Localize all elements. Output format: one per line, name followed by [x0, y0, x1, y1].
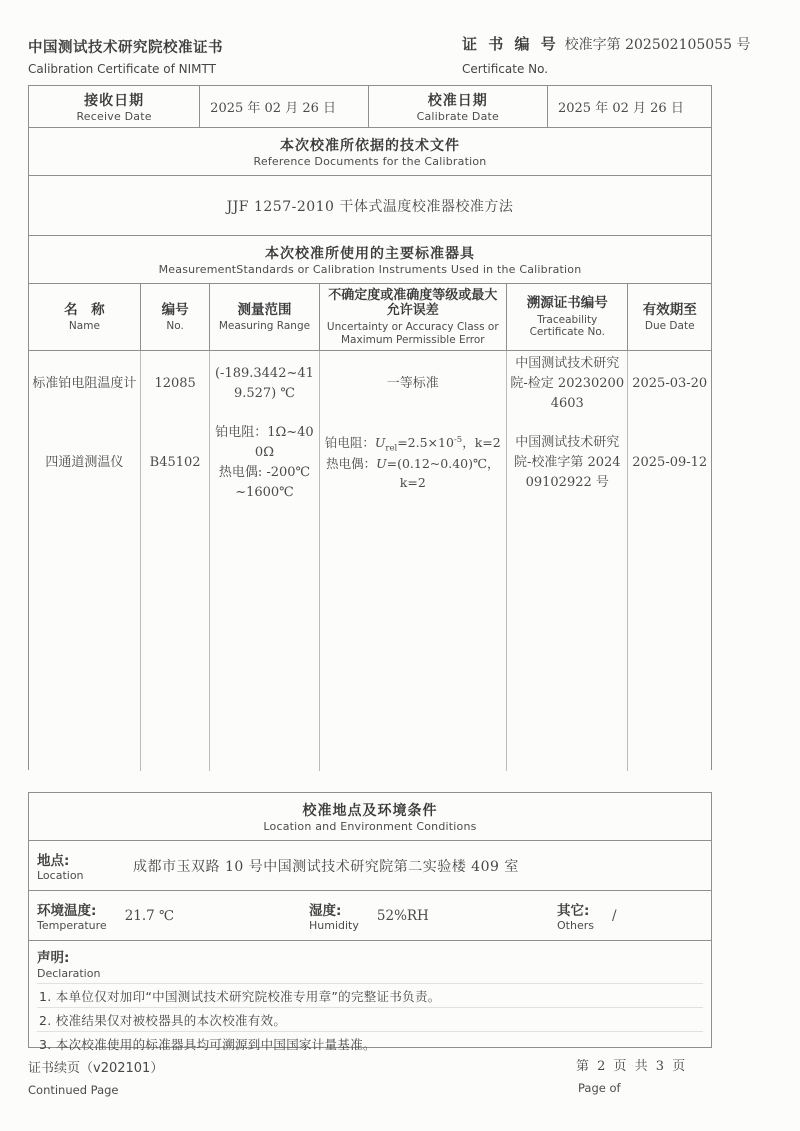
- col-header-traceability: 溯源证书编号 Traceability Certificate No.: [507, 284, 628, 350]
- instrument1-no: 12085: [154, 375, 196, 391]
- temperature-group: [29, 899, 301, 932]
- receive-date-value: 2025 年 02 月 26 日: [200, 86, 368, 127]
- instrument1-due-date: 2025-03-20: [632, 375, 708, 391]
- temperature-value: 21.7 ℃: [124, 907, 175, 924]
- location-value: 成都市玉双路 10 号中国测试技术研究院第二实验楼 409 室: [133, 858, 519, 875]
- location-label: 地点: Location: [37, 853, 84, 882]
- column-measuring-range: [210, 351, 319, 771]
- humidity-label: 湿度: Humidity: [309, 903, 359, 932]
- declaration-label-cn: 声明:: [37, 950, 70, 966]
- dates-row: [29, 86, 711, 128]
- certificate-number-label: 证 书 编 号: [462, 35, 559, 53]
- col-header-uncertainty: 不确定度或准确度等级或最大允许误差 Uncertainty or Accuracy Class or Maximum Permissible Error: [320, 284, 508, 350]
- others-group: [549, 899, 711, 932]
- column-no: [141, 351, 211, 771]
- footer-continued-page-cn: 证书续页（v202101）: [28, 1061, 164, 1076]
- humidity-value: 52%RH: [376, 907, 429, 924]
- column-uncertainty: [320, 351, 508, 771]
- col-header-no: 编号 No.: [141, 284, 211, 350]
- calibrate-date-value: 2025 年 02 月 26 日: [557, 101, 684, 116]
- instrument2-traceability: 中国测试技术研究院-校准字第 202409102922 号: [513, 434, 621, 491]
- instrument2-range: [210, 417, 318, 509]
- calibrate-date-label: 校准日期 Calibrate Date: [369, 86, 548, 127]
- uncertainty-tc-k: k=2: [399, 474, 426, 490]
- instrument2-no: B45102: [149, 454, 201, 470]
- footer-continued-page-en: Continued Page: [28, 1083, 119, 1097]
- instrument2-range-pt: 铂电阻：1Ω~400Ω: [215, 424, 314, 460]
- certificate-title-cn: 中国测试技术研究院校准证书: [28, 40, 223, 56]
- location-heading: 校准地点及环境条件 Location and Environment Conditions: [29, 793, 711, 841]
- main-table: [28, 85, 712, 770]
- others-value: /: [611, 907, 617, 924]
- declaration-item-3: 3. 本次校准使用的标准器具均可溯源到中国国家计量基准。: [37, 1031, 703, 1055]
- receive-date-label: 接收日期 Receive Date: [29, 86, 200, 127]
- certificate-number-value: 校准字第 202502105055 号: [564, 37, 751, 53]
- col-header-due-date: 有效期至 Due Date: [642, 301, 697, 332]
- certificate-number-label-en: Certificate No.: [462, 62, 549, 76]
- declaration-item-1: 1. 本单位仅对加印“中国测试技术研究院校准专用章”的完整证书负责。: [37, 983, 703, 1007]
- environment-row: [29, 891, 711, 941]
- col-header-name: 名 称 Name: [29, 284, 141, 350]
- column-name: [29, 351, 141, 771]
- certificate-number: [462, 33, 750, 54]
- uncertainty-tc-line: 热电偶：U=(0.12~0.40)℃，: [326, 455, 500, 471]
- col-header-measuring-range: 测量范围 Measuring Range: [210, 284, 319, 350]
- instrument2-uncertainty: [320, 417, 507, 509]
- footer-page-number-en: Page of: [578, 1081, 621, 1095]
- reference-docs-heading: 本次校准所依据的技术文件 Reference Documents for the Calibration: [29, 128, 711, 176]
- instrument1-range: (-189.3442~419.527) ℃: [214, 365, 314, 401]
- location-row: [29, 841, 711, 891]
- standards-column-headers: [29, 284, 711, 351]
- column-traceability: [507, 351, 628, 771]
- instrument1-name: 标准铂电阻温度计: [32, 375, 137, 391]
- uncertainty-pt-line: 铂电阻：$U_{rel}=2.5\times 10^{-5}$，k=2: [324, 434, 501, 454]
- humidity-group: [301, 899, 549, 932]
- instrument1-traceability: 中国测试技术研究院-检定 202302004603: [510, 355, 625, 412]
- footer-page-number-cn: 第 2 页 共 3 页: [576, 1059, 688, 1074]
- instrument2-due-date: 2025-09-12: [632, 454, 708, 470]
- declaration-item-2: 2. 校准结果仅对被校器具的本次校准有效。: [37, 1007, 703, 1031]
- reference-doc-value: JJF 1257-2010 干体式温度校准器校准方法: [29, 176, 711, 236]
- declaration-label-en: Declaration: [37, 967, 101, 980]
- standards-heading: 本次校准所使用的主要标准器具 MeasurementStandards or Calibration Instruments Used in the Calibration: [29, 236, 711, 284]
- declaration-section: [29, 941, 711, 1052]
- instrument2-name: 四通道测温仪: [45, 454, 124, 470]
- temperature-label: 环境温度: Temperature: [37, 903, 107, 932]
- others-label: 其它: Others: [557, 903, 594, 932]
- instrument1-uncertainty: 一等标准: [386, 375, 439, 391]
- column-due-date: [628, 351, 711, 771]
- standards-table-body: [29, 351, 711, 771]
- instrument2-range-tc: 热电偶: -200℃~1600℃: [218, 465, 311, 501]
- location-environment-table: [28, 792, 712, 1052]
- certificate-title-en: Calibration Certificate of NIMTT: [28, 62, 216, 76]
